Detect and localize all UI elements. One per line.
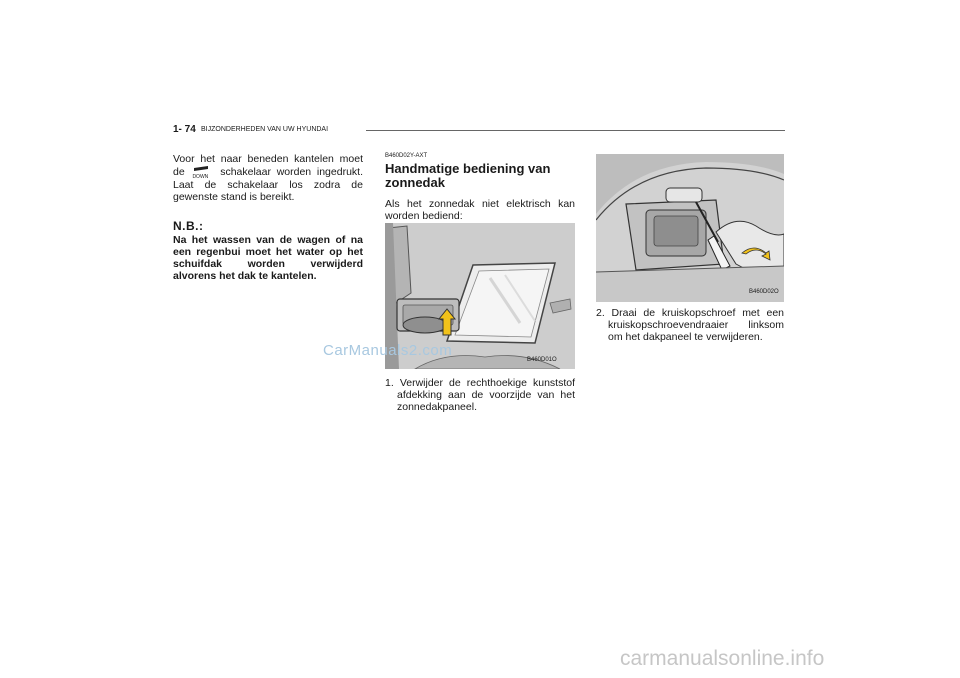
- step-2: 2. Draai de kruiskopschroef met een kruiskopschroevendraaier linksom om het dakpaneel te verwijderen.: [596, 307, 784, 343]
- note-heading: N.B.:: [173, 219, 204, 233]
- header-rule: [366, 130, 785, 131]
- page-number: 1- 74: [173, 124, 196, 135]
- tilt-text-part1: Voor het naar beneden kantelen moet de: [173, 153, 363, 178]
- screwdriver-illustration: [596, 154, 784, 302]
- section-header-title: BIJZONDERHEDEN VAN UW HYUNDAI: [201, 126, 329, 133]
- section-intro: Als het zonnedak niet elektrisch kan worden bediend:: [385, 198, 575, 222]
- down-switch-icon: [192, 165, 212, 179]
- note-text: Na het wassen van de wagen of na een regenbui moet het water op het schuifdak worden verwijderd alvorens het dak te kantelen.: [173, 234, 363, 282]
- step-1: 1. Verwijder de rechthoekige kunststof afdekking aan de voorzijde van het zonnedakpaneel.: [385, 377, 575, 413]
- tilt-down-instructions: [173, 153, 363, 203]
- down-switch-label: DOWN: [192, 174, 209, 180]
- watermark-top: CarManuals2.com: [323, 342, 453, 359]
- watermark-bottom: carmanualsonline.info: [620, 647, 825, 670]
- figure2-label: B460D02O: [749, 289, 779, 295]
- section-code: B460D02Y-AXT: [385, 153, 428, 159]
- section-title: Handmatige bediening van zonnedak: [385, 161, 551, 190]
- figure1-label: B460D01O: [527, 357, 557, 363]
- tilt-text-part2: schakelaar worden ingedrukt. Laat de schakelaar los zodra de gewenste stand is bereikt.: [173, 166, 363, 203]
